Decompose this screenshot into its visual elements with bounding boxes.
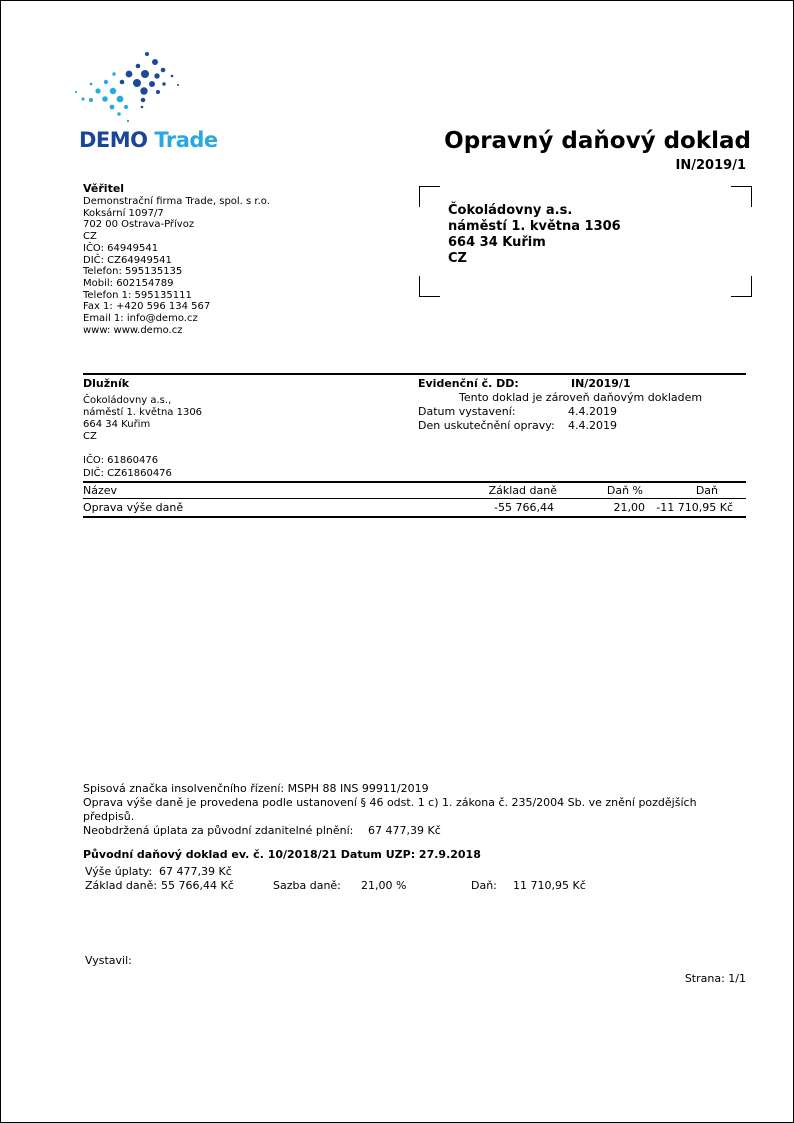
creditor-heading: Věřitel: [83, 182, 125, 195]
debtor-company: Čokoládovny a.s.,: [83, 395, 172, 406]
document-title: Opravný daňový doklad: [444, 128, 751, 154]
debtor-heading: Dlužník: [83, 377, 130, 390]
evidence-label: Evidenční č. DD:: [418, 377, 519, 390]
creditor-phone1: Telefon 1: 595135111: [83, 289, 192, 301]
evidence-note: Tento doklad je zároveň daňovým dokladem: [459, 391, 703, 404]
col-header-base: Základ daně: [488, 484, 557, 497]
creditor-city: 702 00 Ostrava-Přívoz: [83, 219, 195, 231]
original-tax-label: Daň:: [471, 879, 497, 892]
section-divider: [83, 373, 746, 375]
address-corner-bottom-left: [419, 276, 440, 297]
creditor-details: [83, 196, 270, 336]
debtor-details: [83, 395, 202, 443]
original-rate-label: Sazba daně:: [273, 879, 341, 892]
recipient-city: 664 34 Kuřim: [448, 235, 546, 250]
logo-dots-icon: [67, 51, 195, 127]
table-bottom-rule: [83, 516, 746, 518]
creditor-phone: Telefon: 595135135: [83, 266, 183, 278]
debtor-registration: [83, 455, 172, 480]
payment-value: 67 477,39 Kč: [159, 865, 232, 878]
debtor-ico: IČO: 61860476: [83, 455, 159, 466]
creditor-mobile: Mobil: 602154789: [83, 277, 174, 289]
original-base-label: Základ daně:: [85, 879, 158, 892]
creditor-www: www: www.demo.cz: [83, 324, 183, 336]
creditor-street: Koksární 1097/7: [83, 207, 164, 219]
creditor-ico: IČO: 64949541: [83, 242, 159, 254]
original-rate-value: 21,00 %: [361, 879, 407, 892]
address-corner-bottom-right: [731, 276, 752, 297]
issue-date-label: Datum vystavení:: [418, 405, 516, 418]
evidence-value: IN/2019/1: [571, 377, 631, 390]
issued-by-label: Vystavil:: [85, 954, 132, 967]
payment-label: Výše úplaty:: [85, 865, 153, 878]
page-number: Strana: 1/1: [684, 972, 746, 985]
legal-basis-line2: předpisů.: [83, 810, 135, 823]
recipient-address: [448, 203, 621, 267]
logo-trade-text: Trade: [154, 128, 218, 152]
col-header-name: Název: [83, 484, 118, 497]
creditor-company: Demonstrační firma Trade, spol. s r.o.: [83, 196, 270, 207]
unpaid-amount-value: 67 477,39 Kč: [368, 824, 441, 837]
creditor-email: Email 1: info@demo.cz: [83, 313, 198, 325]
address-corner-top-right: [731, 186, 752, 207]
recipient-street: náměstí 1. května 1306: [448, 219, 621, 234]
row-name: Oprava výše daně: [83, 501, 184, 514]
creditor-dic: DIČ: CZ64949541: [83, 254, 172, 266]
table-header-rule: [83, 498, 746, 499]
col-header-rate: Daň %: [606, 484, 643, 497]
document-number: IN/2019/1: [675, 158, 746, 173]
debtor-dic: DIČ: CZ61860476: [83, 467, 172, 479]
legal-basis-line1: Oprava výše daně je provedena podle ustanovení § 46 odst. 1 c) 1. zákona č. 235/2004 Sb. ve znění pozdějších: [83, 796, 697, 809]
logo-wordmark: [79, 128, 218, 152]
col-header-tax: Daň: [695, 484, 718, 497]
debtor-country: CZ: [83, 431, 97, 442]
creditor-fax: Fax 1: +420 596 134 567: [83, 301, 211, 313]
address-corner-top-left: [419, 186, 440, 207]
debtor-city: 664 34 Kuřim: [83, 419, 151, 430]
row-base: -55 766,44: [494, 501, 554, 514]
row-rate: 21,00: [613, 501, 645, 514]
issue-date-value: 4.4.2019: [568, 405, 617, 418]
recipient-country: CZ: [448, 251, 467, 266]
original-doc-title: Původní daňový doklad ev. č. 10/2018/21 Datum UZP: 27.9.2018: [83, 848, 481, 861]
table-top-rule: [83, 481, 746, 483]
recipient-company: Čokoládovny a.s.: [448, 203, 573, 218]
insolvency-reference: Spisová značka insolvenčního řízení: MSPH 88 INS 99911/2019: [83, 782, 429, 795]
unpaid-amount-label: Neobdržená úplata za původní zdanitelné plnění:: [83, 824, 354, 837]
logo-demo-text: DEMO: [79, 128, 148, 152]
original-base-value: 55 766,44 Kč: [161, 879, 234, 892]
correction-date-value: 4.4.2019: [568, 419, 617, 432]
row-tax: -11 710,95 Kč: [656, 501, 733, 514]
original-tax-value: 11 710,95 Kč: [513, 879, 586, 892]
creditor-country: CZ: [83, 231, 97, 243]
debtor-street: náměstí 1. května 1306: [83, 407, 203, 418]
correction-date-label: Den uskutečnění opravy:: [418, 419, 555, 432]
